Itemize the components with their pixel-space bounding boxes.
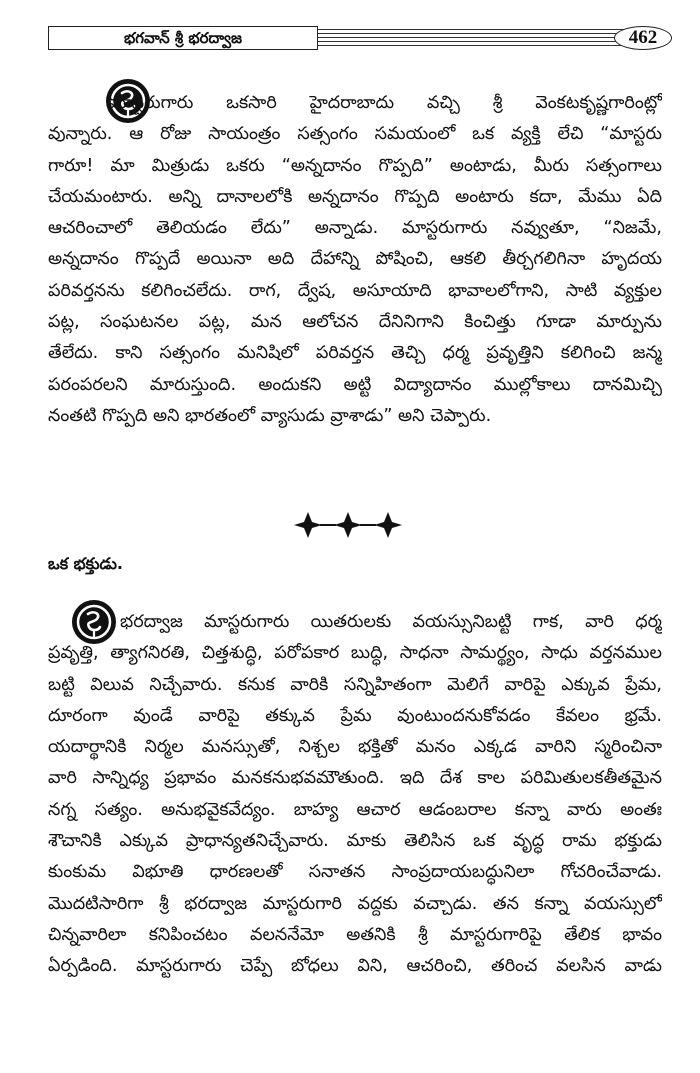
paragraph-2 [48, 607, 662, 983]
paragraph-line: పరివర్తనను కలిగించలేదు. రాగ, ద్వేష, అసూయాది భావాలలోగాని, సాటి వ్యక్తుల [48, 280, 662, 301]
paragraph-line: నంతటి గొప్పది అని భారతంలో వ్యాసుడు వ్రాశాడు” అని చెప్పారు. [48, 405, 492, 426]
paragraph-line: బట్టి విలువ నిచ్చేవారు. కనుక వారికి సన్నిహితంగా మెలిగే వారిపై ఎక్కువ ప్రేమ, [48, 674, 662, 695]
paragraph-line: చేయమంటారు. అన్ని దానాలలోకి అన్నదానం గొప్పది అంటారు కదా, మేము ఏది [48, 186, 662, 207]
paragraph-line: యదార్థానికి నిర్మల మనస్సుతో, నిశ్చల భక్తితో మనం ఎక్కడ వారిని స్మరించినా [48, 737, 662, 758]
paragraph-line: భరద్వాజ మాస్టరుగారు యితరులకు వయస్సునిబట్టి గాక, వారి ధర్మ [120, 612, 662, 632]
paragraph-line: అన్నదానం గొప్పదే అయినా అది దేహాన్ని పోషించి, ఆకలి తీర్చగలిగినా హృదయ [48, 249, 662, 270]
paragraph-line: ఆచరించాలో తెలియడం లేదు” అన్నాడు. మాస్టరుగారు నవ్వుతూ, “నిజమే, [48, 218, 662, 239]
paragraph-line: నగ్న సత్యం. అనుభవైకవేద్యం. బాహ్య ఆచార ఆడంబరాల కన్నా వారు అంతః [48, 799, 662, 820]
section-subheading: ఒక భక్తుడు. [48, 554, 123, 573]
paragraph-1 [48, 88, 662, 432]
ornament-divider-icon [293, 510, 403, 540]
paragraph-line: వున్నారు. ఆ రోజు సాయంత్రం సత్సంగం సమయంలో ఒక వ్యక్తి లేచి “మాస్టరు [48, 124, 662, 145]
paragraph-line: వారి సాన్నిధ్య ప్రభావం మనకనుభవమౌతుంది. ఇది దేశ కాల పరిమితులకతీతమైన [48, 768, 662, 789]
paragraph-line: ప్రవృత్తి, త్యాగనిరతి, చిత్తశుద్ధి, పరోపకార బుద్ధి, సాధనా సామర్థ్యం, సాధు వర్తనముల [48, 643, 662, 664]
paragraph-line: శౌచానికి ఎక్కువ ప్రాధాన్యతనిచ్చేవారు. మాకు తెలిసిన ఒక వృద్ధ రామ భక్తుడు [48, 831, 662, 852]
page-number: 462 [628, 27, 658, 48]
header-title: భగవాన్ శ్రీ భరద్వాజ [124, 29, 242, 47]
paragraph-line: మాస్టరుగారు ఒకసారి హైదరాబాదు వచ్చి శ్రీ వెంకటకృష్ణగారింట్లో [108, 93, 662, 113]
paragraph-line: పరంపరలని మారుస్తుంది. అందుకని అట్టి విద్యాదానం ముల్లోకాలు దానమిచ్చి [48, 374, 662, 395]
running-header [48, 26, 662, 52]
paragraph-line: ఏర్పడింది. మాస్టరుగారు చెప్పే బోధలు విని, ఆచరించి, తరించ వలసిన వాడు [48, 956, 662, 977]
paragraph-line: కుంకుమ విభూతి ధారణలతో సనాతన సాంప్రదాయబద్ధునిలా గోచరించేవాడు. [48, 862, 662, 883]
paragraph-line: దూరంగా వుండే వారిపై తక్కువ ప్రేమ వుంటుందనుకోవడం కేవలం భ్రమే. [48, 705, 662, 726]
paragraph-line: పట్ల, సంఘటనల పట్ల, మన ఆలోచన దేనినిగాని కించిత్తు గూడా మార్పును [48, 312, 662, 333]
header-rule-lines [318, 29, 662, 47]
paragraph-line: చిన్నవారిలా కనిపించటం వలననేమో అతనికి శ్రీ మాస్టరుగారిపై తేలిక భావం [48, 924, 662, 945]
paragraph-line: తేలేదు. కాని సత్సంగం మనిషిలో పరివర్తన తెచ్చి ధర్మ ప్రవృత్తిని కలిగించి జన్మ [48, 343, 662, 364]
paragraph-line: గారూ! మా మిత్రుడు ఒకరు “అన్నదానం గొప్పది” అంటాడు, మీరు సత్సంగాలు [48, 155, 662, 176]
paragraph-line: మొదటిసారిగా శ్రీ భరద్వాజ మాస్టరుగారి వద్దకు వచ్చాడు. తన కన్నా వయస్సులో [48, 893, 662, 914]
